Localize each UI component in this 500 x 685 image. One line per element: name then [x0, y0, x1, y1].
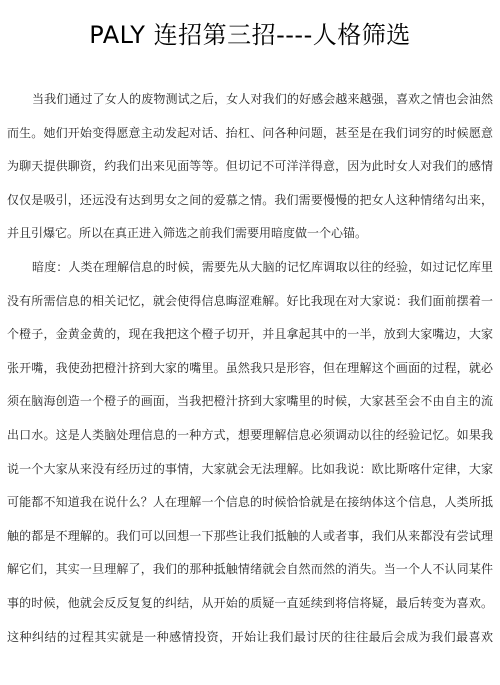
text-line: 仅仅是吸引，还远没有达到男女之间的爱慕之情。我们需要慢慢的把女人这种情绪勾出来， [7, 192, 493, 207]
text-line: 张开嘴，我使劲把橙汁挤到大家的嘴里。虽然我只是形容，但在理解这个画面的过程，就必 [7, 360, 493, 375]
text-line: 当我们通过了女人的废物测试之后，女人对我们的好感会越来越强，喜欢之情也会油然 [32, 92, 493, 106]
document-body [7, 83, 493, 654]
text-line: 为聊天提供聊资，约我们出来见面等等。但切记不可洋洋得意，因为此时女人对我们的感情 [7, 159, 493, 174]
text-line: 解它们，其实一旦理解了，我们的那种抵触情绪就会自然而然的消失。当一个人不认同某件 [7, 562, 493, 577]
text-line: 这种纠结的过程其实就是一种感情投资，开始让我们最讨厌的往往最后会成为我们最喜欢 [7, 629, 493, 644]
text-line: 没有所需信息的相关记忆，就会使得信息晦涩难解。好比我现在对大家说：我们面前摆着一 [7, 293, 493, 308]
text-line: 触的都是不理解的。我们可以回想一下那些让我们抵触的人或者事，我们从来都没有尝试理 [7, 528, 493, 543]
text-line: 暗度：人类在理解信息的时候，需要先从大脑的记忆库调取以往的经验，如过记忆库里 [32, 259, 493, 274]
text-line: 可能都不知道我在说什么？人在理解一个信息的时候恰恰就是在接纳体这个信息，人类所抵 [7, 495, 493, 510]
text-line: 事的时候，他就会反反复复的纠结，从开始的质疑一直延续到将信将疑，最后转变为喜欢。 [7, 595, 493, 610]
text-line: 说一个大家从来没有经历过的事情，大家就会无法理解。比如我说：欧比斯喀什定律，大家 [7, 461, 493, 476]
text-line: 须在脑海创造一个橙子的画面，当我把橙汁挤到大家嘴里的时候，大家甚至会不由自主的流 [7, 394, 493, 409]
text-line: 个橙子，金黄金黄的，现在我把这个橙子切开，并且拿起其中的一半，放到大家嘴边，大家 [7, 327, 493, 342]
text-line: 出口水。这是人类脑处理信息的一种方式，想要理解信息必须调动以往的经验记忆。如果我 [7, 427, 493, 442]
document-title: PALY 连招第三招----人格筛选 [89, 21, 411, 49]
text-line: 而生。她们开始变得愿意主动发起对话、抬杠、问各种问题，甚至是在我们词穷的时候愿意 [7, 125, 493, 140]
text-line: 并且引爆它。所以在真正进入筛选之前我们需要用暗度做一个心锚。 [7, 226, 368, 241]
